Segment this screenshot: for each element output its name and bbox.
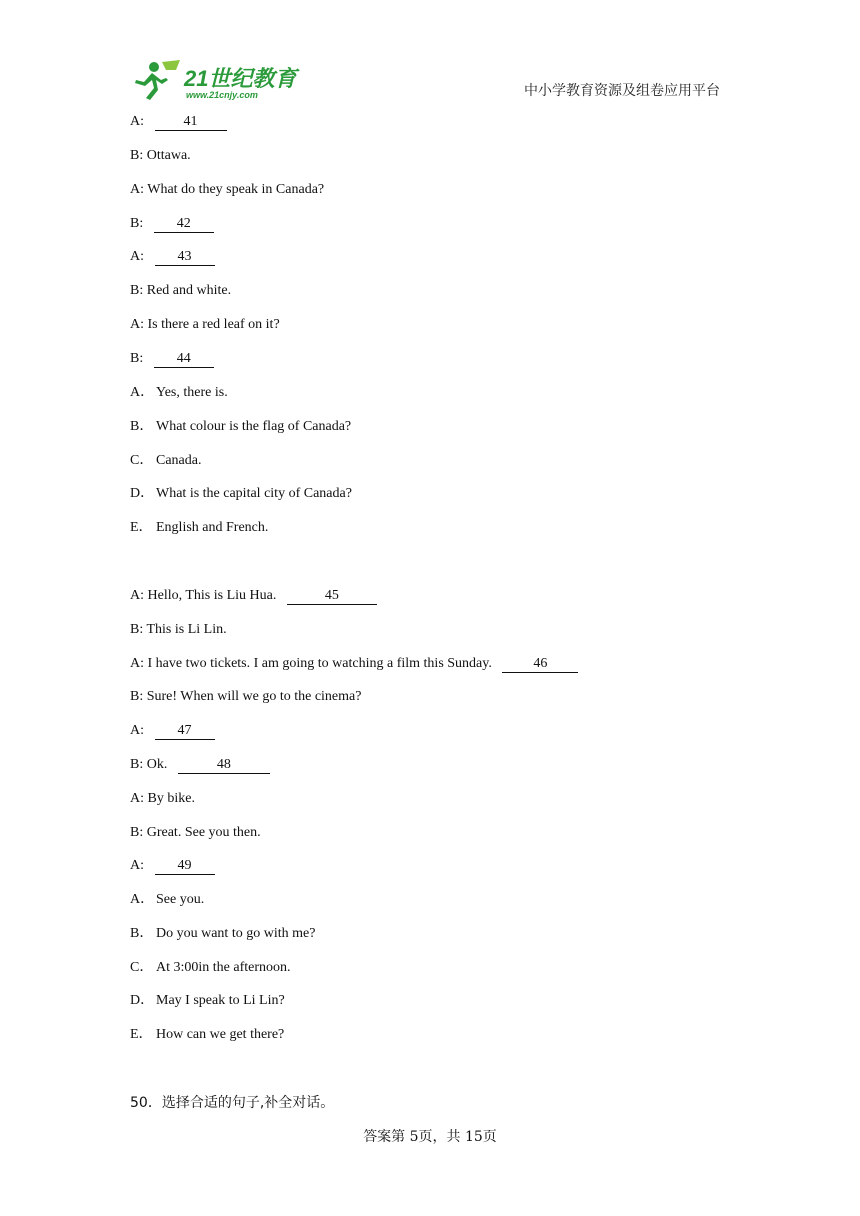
option-letter: E． [130, 1027, 153, 1042]
option-letter: A． [130, 385, 155, 400]
dialogue-line [130, 857, 215, 875]
answer-blank: 42 [154, 216, 214, 233]
answer-blank: 46 [502, 656, 578, 673]
platform-title: 中小学教育资源及组卷应用平台 [524, 83, 720, 99]
answer-blank: 45 [287, 588, 377, 605]
option-letter: E． [130, 520, 153, 535]
option-letter: C． [130, 453, 154, 468]
option-letter: D． [130, 486, 155, 501]
answer-blank: 49 [155, 858, 215, 875]
option-text: Do you want to go with me? [156, 926, 316, 941]
dialogue-line [130, 655, 578, 673]
dialogue-line [130, 248, 215, 266]
option-text: English and French. [156, 520, 269, 535]
page-footer: 答案第 5页，共 15页 [363, 1129, 497, 1145]
option-item [130, 891, 204, 909]
logo-url-text: www.21cnjy.com [186, 90, 258, 100]
logo-brand-text: 21世纪教育 [184, 66, 297, 91]
option-text: What colour is the flag of Canada? [156, 419, 352, 434]
speaker-label: B: [130, 351, 144, 366]
option-text: What is the capital city of Canada? [156, 486, 352, 501]
option-item [130, 384, 228, 402]
dialogue-text: A: I have two tickets. I am going to watching a film this Sunday. [130, 656, 492, 671]
option-text: At 3:00in the afternoon. [156, 960, 291, 975]
answer-blank: 41 [155, 114, 227, 131]
dialogue-line: B: This is Li Lin. [130, 622, 227, 637]
runner-logo-icon [132, 58, 184, 102]
dialogue-line [130, 113, 227, 131]
option-item [130, 1026, 284, 1044]
speaker-label: A: [130, 114, 144, 129]
option-letter: C． [130, 960, 154, 975]
dialogue-line: A: By bike. [130, 791, 195, 806]
option-item [130, 992, 285, 1010]
option-letter: D． [130, 993, 155, 1008]
option-letter: B． [130, 926, 154, 941]
dialogue-line [130, 722, 215, 740]
logo [132, 58, 312, 104]
dialogue-line: A: Is there a red leaf on it? [130, 317, 280, 332]
speaker-label: A: [130, 858, 144, 873]
option-text: Yes, there is. [156, 385, 228, 400]
dialogue-line: B: Red and white. [130, 283, 232, 298]
dialogue-line [130, 756, 270, 774]
dialogue-text: A: Hello, This is Liu Hua. [130, 588, 277, 603]
option-text: Canada. [156, 453, 202, 468]
dialogue-text: B: Ok. [130, 757, 168, 772]
answer-blank: 48 [178, 757, 270, 774]
option-item [130, 519, 268, 537]
answer-blank: 43 [155, 249, 215, 266]
speaker-label: A: [130, 249, 144, 264]
option-letter: B． [130, 419, 154, 434]
dialogue-line [130, 587, 377, 605]
option-item [130, 485, 352, 503]
dialogue-line: B: Sure! When will we go to the cinema? [130, 689, 362, 704]
dialogue-line: A: What do they speak in Canada? [130, 182, 325, 197]
question-50: 50．选择合适的句子,补全对话。 [130, 1095, 335, 1111]
option-text: May I speak to Li Lin? [156, 993, 285, 1008]
option-item [130, 452, 201, 470]
option-item [130, 959, 291, 977]
speaker-label: B: [130, 216, 144, 231]
dialogue-line: B: Great. See you then. [130, 825, 261, 840]
answer-blank: 47 [155, 723, 215, 740]
option-letter: A． [130, 892, 155, 907]
option-item [130, 418, 351, 436]
option-text: How can we get there? [156, 1027, 285, 1042]
page-header [0, 0, 860, 110]
option-text: See you. [156, 892, 205, 907]
option-item [130, 925, 315, 943]
speaker-label: A: [130, 723, 144, 738]
dialogue-line [130, 350, 214, 368]
dialogue-line: B: Ottawa. [130, 148, 191, 163]
answer-blank: 44 [154, 351, 214, 368]
dialogue-line [130, 215, 214, 233]
